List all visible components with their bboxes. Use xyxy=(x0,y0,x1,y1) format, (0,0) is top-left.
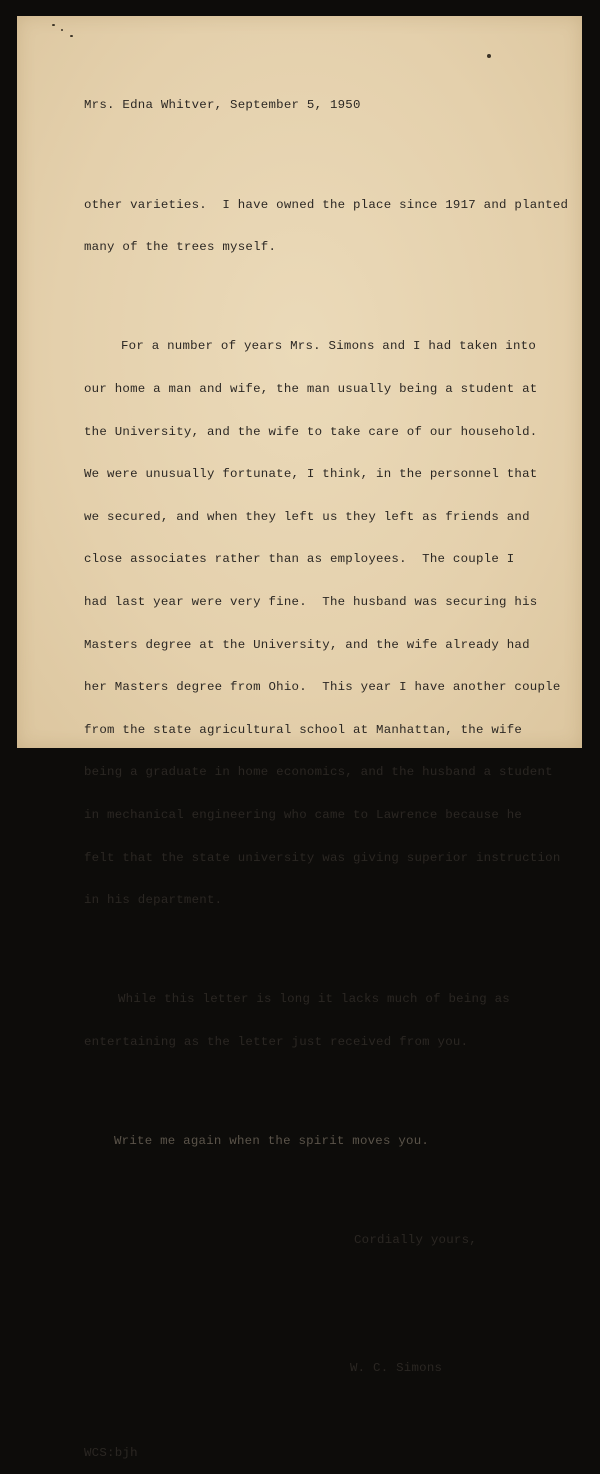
paper-speck xyxy=(52,24,55,26)
paragraph-line: in his department. xyxy=(84,893,223,908)
signature-name: W. C. Simons xyxy=(350,1360,443,1375)
paragraph-line: her Masters degree from Ohio. This year I have another couple xyxy=(84,680,561,695)
closing-line: Cordially yours, xyxy=(354,1233,477,1248)
paragraph-line: other varieties. I have owned the place since 1917 and planted xyxy=(84,197,569,212)
paragraph-line: entertaining as the letter just received from you. xyxy=(84,1034,469,1049)
typist-initials: WCS:bjh xyxy=(84,1445,138,1460)
paragraph-line: While this letter is long it lacks much of being as xyxy=(118,992,510,1007)
letter-body xyxy=(84,70,569,1474)
paper-speck xyxy=(487,54,491,58)
paragraph-line: For a number of years Mrs. Simons and I had taken into xyxy=(121,339,537,354)
paragraph-line: from the state agricultural school at Manhattan, the wife xyxy=(84,722,523,737)
paragraph-line: our home a man and wife, the man usually being a student at xyxy=(84,382,538,396)
paragraph-line: Write me again when the spirit moves you. xyxy=(114,1134,430,1149)
paragraph-line: the University, and the wife to take care of our household. xyxy=(84,424,538,439)
letter-header: Mrs. Edna Whitver, September 5, 1950 xyxy=(84,98,361,113)
paper-speck xyxy=(61,29,63,31)
paragraph-line: close associates rather than as employees. The couple I xyxy=(84,552,515,567)
paragraph-line: we secured, and when they left us they left as friends and xyxy=(84,509,530,524)
paper-speck xyxy=(70,35,73,37)
paragraph-line: felt that the state university was giving superior instruction xyxy=(84,850,561,865)
paragraph-line: many of the trees myself. xyxy=(84,240,277,255)
paragraph-line: had last year were very fine. The husband was securing his xyxy=(84,594,538,609)
paragraph-line: in mechanical engineering who came to Lawrence because he xyxy=(84,807,523,822)
paragraph-line: being a graduate in home economics, and the husband a student xyxy=(84,765,553,780)
paragraph-line: We were unusually fortunate, I think, in the personnel that xyxy=(84,467,538,482)
paragraph-line: Masters degree at the University, and the wife already had xyxy=(84,637,530,652)
